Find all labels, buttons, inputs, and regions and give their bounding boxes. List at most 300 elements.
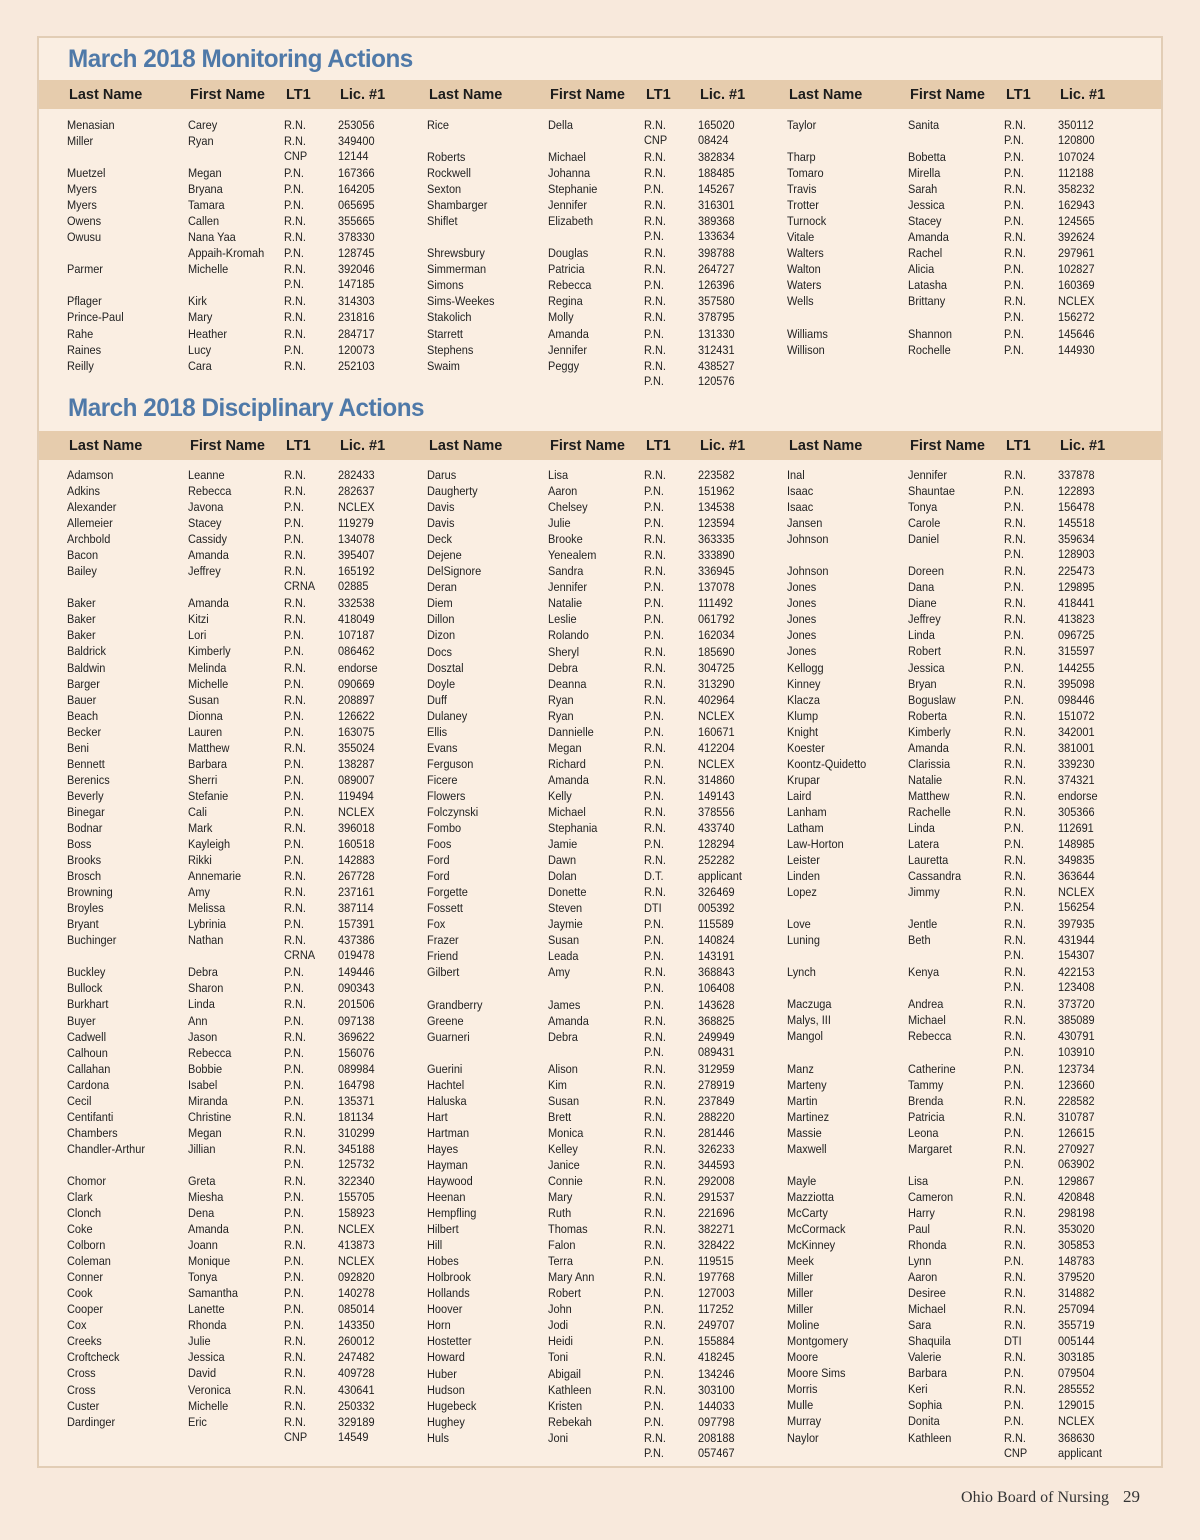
table-row bbox=[787, 563, 1117, 579]
last-name: Doyle bbox=[427, 676, 456, 691]
license-type: R.N. bbox=[644, 1206, 666, 1221]
table-row bbox=[787, 676, 1117, 692]
last-name: Custer bbox=[67, 1398, 100, 1413]
license-type: P.N. bbox=[644, 516, 664, 531]
first-name: Monica bbox=[548, 1125, 584, 1140]
first-name: Nathan bbox=[188, 933, 224, 948]
first-name: Steven bbox=[548, 901, 583, 916]
license-number: 322340 bbox=[338, 1173, 375, 1188]
license-type: P.N. bbox=[1004, 547, 1024, 562]
license-number: 12144 bbox=[338, 149, 369, 164]
first-name: Jillian bbox=[188, 1141, 216, 1156]
first-name: Jodi bbox=[548, 1318, 569, 1333]
last-name: Conner bbox=[67, 1270, 103, 1285]
last-name: McCarty bbox=[787, 1205, 828, 1220]
last-name: Cooper bbox=[67, 1302, 103, 1317]
license-number: 127003 bbox=[698, 1286, 735, 1301]
license-number: 005144 bbox=[1058, 1334, 1095, 1349]
license-type: R.N. bbox=[644, 342, 666, 357]
license-type: P.N. bbox=[284, 981, 304, 996]
license-type: P.N. bbox=[644, 788, 664, 803]
table-row bbox=[427, 165, 757, 181]
license-type: R.N. bbox=[644, 1350, 666, 1365]
license-number: 135371 bbox=[338, 1093, 375, 1108]
last-name: Lynch bbox=[787, 965, 816, 980]
license-type: P.N. bbox=[1004, 660, 1024, 675]
license-type: R.N. bbox=[1004, 1302, 1026, 1317]
license-type: R.N. bbox=[644, 1222, 666, 1237]
last-name: Moore Sims bbox=[787, 1366, 846, 1381]
license-number: 137078 bbox=[698, 580, 735, 595]
last-name: Flowers bbox=[427, 788, 466, 803]
table-row bbox=[67, 1365, 397, 1381]
license-type: P.N. bbox=[1004, 342, 1024, 357]
last-name: Klacza bbox=[787, 692, 820, 707]
first-name: Stacey bbox=[908, 214, 942, 229]
last-name: Jones bbox=[787, 596, 817, 611]
last-name: Moline bbox=[787, 1318, 820, 1333]
license-number: 385089 bbox=[1058, 1013, 1095, 1028]
last-name: Beni bbox=[67, 740, 89, 755]
license-number: 402964 bbox=[698, 692, 735, 707]
license-number: 357580 bbox=[698, 294, 735, 309]
license-type: P.N. bbox=[1004, 1077, 1024, 1092]
last-name: McCormack bbox=[787, 1221, 846, 1236]
last-name: Dosztal bbox=[427, 660, 464, 675]
license-type: R.N. bbox=[644, 1109, 666, 1124]
last-name: Mangol bbox=[787, 1029, 823, 1044]
license-number: 438527 bbox=[698, 358, 735, 373]
license-number: 382834 bbox=[698, 150, 735, 165]
table-row bbox=[787, 1028, 1117, 1044]
license-number: 126396 bbox=[698, 278, 735, 293]
last-name: Willison bbox=[787, 342, 825, 357]
first-name: Rhonda bbox=[188, 1318, 227, 1333]
license-type: P.N. bbox=[1004, 1044, 1024, 1059]
table-row bbox=[787, 213, 1117, 229]
first-name: Jennifer bbox=[908, 468, 948, 482]
table-row bbox=[427, 740, 757, 756]
last-name: Baker bbox=[67, 612, 96, 627]
license-number: 358232 bbox=[1058, 182, 1095, 197]
license-number: 355665 bbox=[338, 214, 375, 229]
license-number: 131330 bbox=[698, 326, 735, 341]
license-type: CRNA bbox=[284, 948, 316, 963]
first-name: Molly bbox=[548, 310, 574, 325]
license-type: P.N. bbox=[644, 229, 664, 244]
license-type: P.N. bbox=[284, 182, 304, 197]
first-name: Ryan bbox=[188, 134, 214, 149]
publisher-name: Ohio Board of Nursing bbox=[961, 1489, 1109, 1506]
license-number: 368843 bbox=[698, 965, 735, 980]
license-number: NCLEX bbox=[338, 1254, 375, 1269]
first-name: Amanda bbox=[908, 740, 949, 755]
license-type: R.N. bbox=[1004, 230, 1026, 245]
table-subrow bbox=[787, 310, 1117, 324]
last-name: Hachtel bbox=[427, 1077, 465, 1092]
last-name: Myers bbox=[67, 198, 97, 213]
license-number: 249707 bbox=[698, 1318, 735, 1333]
last-name: Hollands bbox=[427, 1286, 470, 1301]
license-type: R.N. bbox=[284, 997, 306, 1012]
first-name: Jennifer bbox=[548, 580, 588, 595]
license-type: R.N. bbox=[644, 1430, 666, 1445]
last-name: Malys, III bbox=[787, 1013, 831, 1028]
table-row bbox=[787, 1221, 1117, 1237]
license-number: 134246 bbox=[698, 1366, 735, 1381]
license-type: CNP bbox=[284, 149, 308, 164]
first-name: Harry bbox=[908, 1205, 935, 1220]
first-name: Jeffrey bbox=[908, 612, 941, 627]
table-row bbox=[787, 627, 1117, 643]
license-type: R.N. bbox=[1004, 468, 1026, 482]
last-name: Guarneri bbox=[427, 1029, 470, 1044]
license-type: P.N. bbox=[644, 278, 664, 293]
license-number: NCLEX bbox=[338, 804, 375, 819]
first-name: Melinda bbox=[188, 660, 227, 675]
license-type: R.N. bbox=[644, 1157, 666, 1172]
table-column-group bbox=[67, 117, 397, 374]
first-name: Kenya bbox=[908, 965, 940, 980]
last-name: Laird bbox=[787, 788, 812, 803]
first-name: Christine bbox=[188, 1109, 232, 1124]
last-name: Shambarger bbox=[427, 198, 488, 213]
first-name: Andrea bbox=[908, 997, 944, 1012]
first-name: Bryan bbox=[908, 676, 937, 691]
header-first-name: First Name bbox=[910, 87, 985, 103]
last-name: Shrewsbury bbox=[427, 246, 485, 261]
license-number: 144930 bbox=[1058, 342, 1095, 357]
last-name: Coke bbox=[67, 1222, 93, 1237]
license-number: 285552 bbox=[1058, 1382, 1095, 1397]
last-name: Darus bbox=[427, 468, 457, 482]
license-type: R.N. bbox=[284, 1382, 306, 1397]
license-number: 155884 bbox=[698, 1334, 735, 1349]
license-number: 129895 bbox=[1058, 580, 1095, 595]
table-row bbox=[787, 149, 1117, 165]
last-name: Fox bbox=[427, 917, 446, 932]
license-number: 160518 bbox=[338, 837, 375, 852]
license-type: R.N. bbox=[284, 1029, 306, 1044]
table-row bbox=[67, 627, 397, 643]
table-row bbox=[787, 1269, 1117, 1285]
license-type: R.N. bbox=[644, 821, 666, 836]
license-number: 252282 bbox=[698, 853, 735, 868]
table-row bbox=[427, 213, 757, 229]
license-number: 155705 bbox=[338, 1189, 375, 1204]
license-number: 090669 bbox=[338, 676, 375, 691]
license-type: R.N. bbox=[644, 853, 666, 868]
table-row bbox=[427, 483, 757, 499]
last-name: Travis bbox=[787, 182, 817, 197]
table-row bbox=[427, 1269, 757, 1285]
table-row bbox=[427, 579, 757, 595]
table-row bbox=[67, 165, 397, 181]
last-name: Fombo bbox=[427, 821, 462, 836]
last-name: Simmerman bbox=[427, 262, 487, 277]
table-row bbox=[787, 660, 1117, 676]
last-name: Parmer bbox=[67, 262, 103, 277]
last-name: Miller bbox=[787, 1286, 814, 1301]
table-row bbox=[787, 1061, 1117, 1077]
license-type: R.N. bbox=[284, 901, 306, 916]
license-number: 342001 bbox=[1058, 724, 1095, 739]
table-row bbox=[67, 213, 397, 229]
last-name: Folczynski bbox=[427, 804, 479, 819]
table-row bbox=[427, 595, 757, 611]
license-type: R.N. bbox=[1004, 1430, 1026, 1445]
table-row bbox=[427, 948, 757, 964]
first-name: Amanda bbox=[548, 326, 589, 341]
license-type: P.N. bbox=[1004, 262, 1024, 277]
license-number: 119494 bbox=[338, 788, 374, 803]
license-number: 148985 bbox=[1058, 837, 1095, 852]
license-number: 063902 bbox=[1058, 1156, 1095, 1171]
last-name: Jansen bbox=[787, 516, 823, 531]
last-name: Owens bbox=[67, 214, 102, 229]
license-type: P.N. bbox=[644, 326, 664, 341]
license-number: 381001 bbox=[1058, 740, 1095, 755]
last-name: Lopez bbox=[787, 885, 817, 900]
first-name: Toni bbox=[548, 1350, 569, 1365]
license-type: P.N. bbox=[284, 853, 304, 868]
last-name: Colborn bbox=[67, 1238, 106, 1253]
last-name: Kinney bbox=[787, 676, 821, 691]
first-name: Rhonda bbox=[908, 1237, 947, 1252]
license-number: 418049 bbox=[338, 612, 375, 627]
license-number: 326233 bbox=[698, 1141, 735, 1156]
license-type: R.N. bbox=[1004, 118, 1026, 132]
table-row bbox=[787, 1365, 1117, 1381]
table-row bbox=[427, 724, 757, 740]
license-number: 181134 bbox=[338, 1109, 374, 1124]
license-type: P.N. bbox=[1004, 214, 1024, 229]
table-row bbox=[427, 293, 757, 309]
first-name: Deanna bbox=[548, 676, 587, 691]
license-number: 164205 bbox=[338, 182, 375, 197]
table-row bbox=[787, 579, 1117, 595]
license-type: DTI bbox=[1004, 1334, 1022, 1349]
monitoring-title: March 2018 Monitoring Actions bbox=[68, 45, 413, 73]
license-type: P.N. bbox=[1004, 484, 1024, 499]
first-name: Callen bbox=[188, 214, 220, 229]
license-number: 089984 bbox=[338, 1061, 375, 1076]
license-type: R.N. bbox=[644, 262, 666, 277]
license-number: 144255 bbox=[1058, 660, 1095, 675]
table-row bbox=[67, 1109, 397, 1125]
first-name: Nana Yaa bbox=[188, 230, 236, 245]
license-number: 157391 bbox=[338, 917, 375, 932]
first-name: Sanita bbox=[908, 118, 940, 132]
license-number: 208188 bbox=[698, 1430, 735, 1445]
last-name: Becker bbox=[67, 724, 102, 739]
license-type: R.N. bbox=[284, 1414, 306, 1429]
license-type: R.N. bbox=[284, 294, 306, 309]
license-number: NCLEX bbox=[698, 756, 735, 771]
license-type: R.N. bbox=[1004, 1093, 1026, 1108]
last-name: Waters bbox=[787, 278, 822, 293]
first-name: Latasha bbox=[908, 278, 948, 293]
license-number: 145646 bbox=[1058, 326, 1095, 341]
table-row bbox=[67, 660, 397, 676]
license-number: 147185 bbox=[338, 277, 375, 292]
last-name: Fossett bbox=[427, 901, 463, 916]
first-name: Cameron bbox=[908, 1189, 954, 1204]
table-row bbox=[787, 1093, 1117, 1109]
table-row bbox=[427, 884, 757, 900]
first-name: Megan bbox=[188, 166, 222, 181]
license-number: 142883 bbox=[338, 853, 375, 868]
first-name: Douglas bbox=[548, 246, 589, 261]
license-number: 061792 bbox=[698, 612, 735, 627]
first-name: Rebecca bbox=[188, 484, 232, 499]
license-number: 392624 bbox=[1058, 230, 1095, 245]
last-name: Meek bbox=[787, 1254, 814, 1269]
license-type: R.N. bbox=[644, 564, 666, 579]
license-type: P.N. bbox=[644, 628, 664, 643]
table-row bbox=[67, 676, 397, 692]
last-name: Pflager bbox=[67, 294, 102, 309]
table-column-group bbox=[67, 467, 397, 1444]
license-type: R.N. bbox=[644, 1270, 666, 1285]
license-number: 395407 bbox=[338, 548, 375, 563]
license-type: R.N. bbox=[1004, 596, 1026, 611]
first-name: Dannielle bbox=[548, 724, 594, 739]
license-type: P.N. bbox=[644, 980, 664, 995]
license-type: P.N. bbox=[644, 484, 664, 499]
last-name: Inal bbox=[787, 468, 805, 482]
last-name: Knight bbox=[787, 724, 819, 739]
license-number: 378795 bbox=[698, 310, 735, 325]
license-number: 363644 bbox=[1058, 869, 1095, 884]
first-name: Paul bbox=[908, 1221, 930, 1236]
last-name: Menasian bbox=[67, 118, 115, 132]
first-name: Kayleigh bbox=[188, 837, 231, 852]
first-name: Patricia bbox=[548, 262, 585, 277]
table-row bbox=[427, 756, 757, 772]
first-name: Dolan bbox=[548, 869, 577, 884]
table-row bbox=[787, 1333, 1117, 1349]
license-number: 303100 bbox=[698, 1382, 735, 1397]
license-type: R.N. bbox=[284, 468, 306, 482]
last-name: Luning bbox=[787, 933, 820, 948]
license-type: R.N. bbox=[1004, 516, 1026, 531]
first-name: Bobbie bbox=[188, 1061, 223, 1076]
last-name: Dejene bbox=[427, 548, 462, 563]
license-type: R.N. bbox=[284, 118, 306, 132]
first-name: Ryan bbox=[548, 692, 574, 707]
first-name: Keri bbox=[908, 1382, 928, 1397]
first-name: Beth bbox=[908, 933, 931, 948]
first-name: Shannon bbox=[908, 326, 952, 341]
table-row bbox=[787, 261, 1117, 277]
license-type: R.N. bbox=[644, 1061, 666, 1076]
last-name: Hempfling bbox=[427, 1206, 477, 1221]
header-lt1: LT1 bbox=[286, 87, 311, 103]
license-number: 151072 bbox=[1058, 708, 1095, 723]
license-type: P.N. bbox=[644, 724, 664, 739]
license-number: NCLEX bbox=[1058, 1414, 1095, 1429]
last-name: Manz bbox=[787, 1061, 814, 1076]
table-row bbox=[67, 1253, 397, 1269]
table-row bbox=[427, 563, 757, 579]
last-name: Buchinger bbox=[67, 933, 117, 948]
table-row bbox=[787, 1317, 1117, 1333]
license-type: P.N. bbox=[1004, 1156, 1024, 1171]
table-row bbox=[67, 563, 397, 579]
last-name: Horn bbox=[427, 1318, 451, 1333]
license-number: 396018 bbox=[338, 820, 375, 835]
license-number: 079504 bbox=[1058, 1366, 1095, 1381]
license-type: P.N. bbox=[284, 516, 304, 531]
header-last-name: Last Name bbox=[69, 438, 143, 454]
license-number: 395098 bbox=[1058, 676, 1095, 691]
last-name: Adamson bbox=[67, 468, 114, 482]
license-type: R.N. bbox=[644, 1077, 666, 1092]
license-number: 185690 bbox=[698, 644, 735, 659]
license-number: 252103 bbox=[338, 358, 375, 373]
first-name: Margaret bbox=[908, 1141, 952, 1156]
license-type: P.N. bbox=[1004, 309, 1024, 324]
first-name: Sarah bbox=[908, 182, 938, 197]
first-name: Lanette bbox=[188, 1302, 225, 1317]
last-name: Raines bbox=[67, 342, 102, 357]
last-name: Callahan bbox=[67, 1061, 111, 1076]
license-type: P.N. bbox=[284, 166, 304, 181]
license-number: 097798 bbox=[698, 1414, 735, 1429]
header-lic-number: Lic. #1 bbox=[340, 438, 386, 454]
last-name: Haywood bbox=[427, 1173, 473, 1188]
first-name: Appaih-Kromah bbox=[188, 246, 265, 261]
license-number: 305853 bbox=[1058, 1237, 1095, 1252]
table-row bbox=[67, 1189, 397, 1205]
license-type: R.N. bbox=[284, 933, 306, 948]
last-name: Johnson bbox=[787, 532, 829, 547]
license-number: 237161 bbox=[338, 885, 375, 900]
license-type: P.N. bbox=[644, 1398, 664, 1413]
last-name: Bryant bbox=[67, 917, 99, 932]
table-row bbox=[787, 1349, 1117, 1365]
first-name: James bbox=[548, 997, 581, 1012]
license-type: R.N. bbox=[644, 740, 666, 755]
license-number: 237849 bbox=[698, 1093, 735, 1108]
license-number: 102827 bbox=[1058, 262, 1095, 277]
last-name: Tomaro bbox=[787, 166, 824, 181]
table-row bbox=[427, 1253, 757, 1269]
license-number: 144033 bbox=[698, 1398, 735, 1413]
license-number: 143628 bbox=[698, 997, 735, 1012]
table-subrow bbox=[427, 374, 757, 388]
license-number: 140824 bbox=[698, 933, 735, 948]
last-name: Calhoun bbox=[67, 1045, 108, 1060]
last-name: Isaac bbox=[787, 500, 814, 515]
first-name: Desiree bbox=[908, 1286, 946, 1301]
last-name: Stakolich bbox=[427, 310, 472, 325]
license-type: R.N. bbox=[644, 644, 666, 659]
first-name: Johanna bbox=[548, 166, 591, 181]
license-type: P.N. bbox=[284, 837, 304, 852]
table-row bbox=[787, 1109, 1117, 1125]
license-type: P.N. bbox=[1004, 628, 1024, 643]
license-number: 165192 bbox=[338, 564, 375, 579]
first-name: Stephanie bbox=[548, 182, 598, 197]
table-row bbox=[787, 692, 1117, 708]
first-name: Miesha bbox=[188, 1189, 224, 1204]
license-number: 188485 bbox=[698, 166, 735, 181]
last-name: Hughey bbox=[427, 1414, 465, 1429]
license-number: 249949 bbox=[698, 1029, 735, 1044]
table-row bbox=[787, 724, 1117, 740]
